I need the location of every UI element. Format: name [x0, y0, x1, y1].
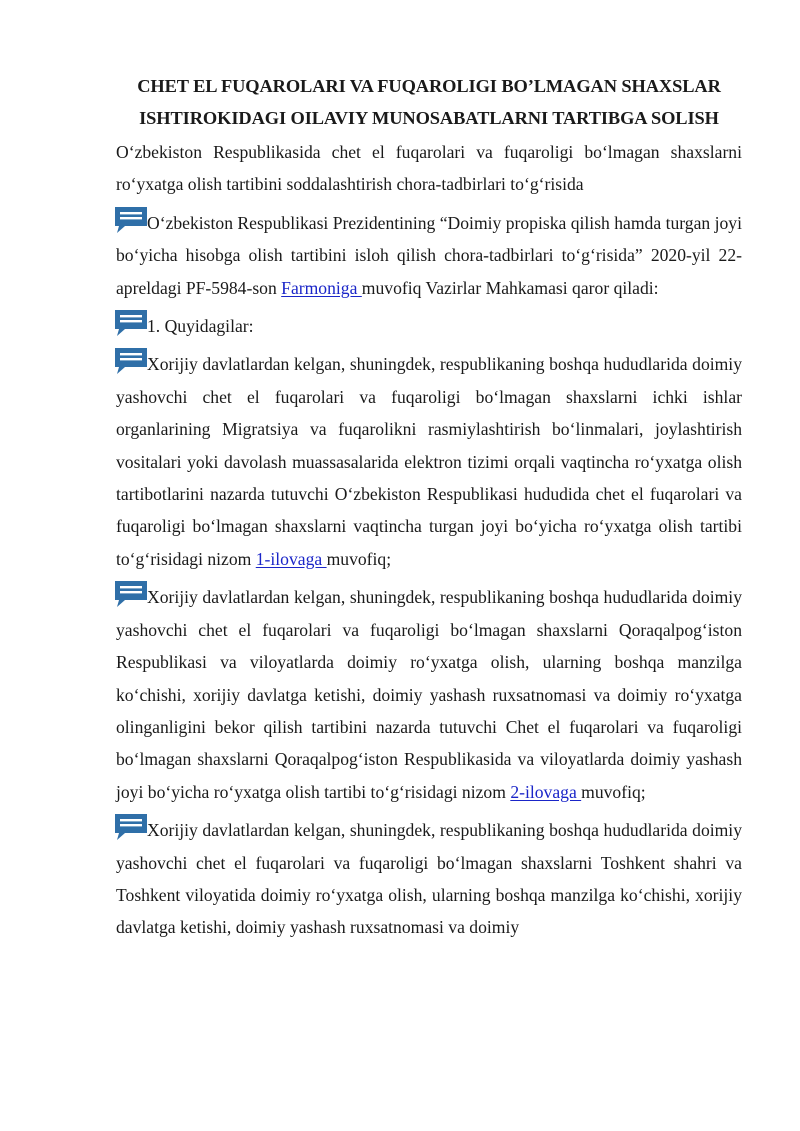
item-1-text: 1. Quyidagilar: — [147, 316, 254, 337]
annex-1-link[interactable]: 1-ilovaga — [255, 548, 327, 569]
comment-icon[interactable] — [113, 579, 147, 609]
permanent-registration-tashkent-text: Xorijiy davlatlardan kelgan, shuningdek, respublikaning boshqa hududlarida doimiy yashovchi chet el fuqarolari va fuqaroligi bo‘lmagan shaxslarni Toshkent shahri va Toshkent viloyatida doimiy ro‘yxatga olish, ularning boshqa manzilga ko‘chishi, xorijiy davlatga ketishi, doimiy yashash ruxsatnomasi va doimiy — [116, 820, 742, 938]
title-line-2: ISHTIROKIDAGI OILAVIY MUNOSABATLARNI TARTIBGA SOLISH — [139, 108, 719, 128]
paragraph-permanent-registration-tashkent — [116, 812, 742, 944]
comment-icon[interactable] — [113, 205, 147, 235]
permanent-registration-regions-end: muvofiq; — [581, 781, 646, 802]
comment-icon[interactable] — [113, 346, 147, 376]
temporary-registration-end: muvofiq; — [326, 548, 392, 569]
farmon-link[interactable]: Farmoniga — [281, 277, 362, 298]
paragraph-preamble — [116, 205, 742, 304]
document-title — [116, 70, 742, 134]
preamble-text-start: O‘zbekiston Respublikasi Prezidentining “Doimiy propiska qilish hamda turgan joyi bo‘yicha hisobga olish tartibini isloh qilish chora-tadbirlari to‘g‘risida” 2020-yil 22-apreldagi PF-5984-son — [116, 212, 742, 298]
temporary-registration-text: Xorijiy davlatlardan kelgan, shuningdek, respublikaning boshqa hududlarida doimiy yashovchi chet el fuqarolari va fuqaroligi bo‘lmagan shaxslarni ichki ishlar organlarining Migratsiya va fuqarolikni rasmiylashtirish bo‘linmalari, joylashtirish vositalari yoki davolash muassasalarida elektron tizimi orqali vaqtincha ro‘yxatga olish tartibotlarini nazarda tutuvchi O‘zbekiston Respublikasi hududida chet el fuqarolari va fuqaroligi bo‘lmagan shaxslarni vaqtincha turgan joyi bo‘yicha ro‘yxatga olish tartibi to‘g‘risidagi nizom — [116, 354, 742, 569]
paragraph-item-1 — [116, 308, 742, 342]
preamble-text-end: muvofiq Vazirlar Mahkamasi qaror qiladi: — [361, 277, 659, 298]
intro-paragraph: O‘zbekiston Respublikasida chet el fuqarolari va fuqaroligi bo‘lmagan shaxslarni ro‘yxatga olish tartibini soddalashtirish chora-tadbirlari to‘g‘risida — [116, 142, 742, 195]
comment-icon[interactable] — [113, 308, 147, 338]
paragraph-permanent-registration-regions — [116, 579, 742, 808]
document-page — [116, 70, 742, 944]
comment-icon[interactable] — [113, 812, 147, 842]
permanent-registration-regions-text: Xorijiy davlatlardan kelgan, shuningdek, respublikaning boshqa hududlarida doimiy yashovchi chet el fuqarolari va fuqaroligi bo‘lmagan shaxslarni Qoraqalpog‘iston Respublikasi va viloyatlarda doimiy ro‘yxatga olish, ularning boshqa manzilga ko‘chishi, xorijiy davlatga ketishi, doimiy yashash ruxsatnomasi va doimiy ro‘yxatga olinganligini bekor qilish tartibini nazarda tutuvchi Chet el fuqarolari va fuqaroligi bo‘lmagan shaxslarni Qoraqalpog‘iston Respublikasida va viloyatlarda doimiy yashash joyi bo‘yicha ro‘yxatga olish tartibi to‘g‘risidagi nizom — [116, 587, 742, 802]
title-line-1: CHET EL FUQAROLARI VA FUQAROLIGI BO’LMAGAN SHAXSLAR — [137, 76, 721, 96]
paragraph-temporary-registration — [116, 346, 742, 575]
annex-2-link[interactable]: 2-ilovaga — [510, 781, 582, 802]
